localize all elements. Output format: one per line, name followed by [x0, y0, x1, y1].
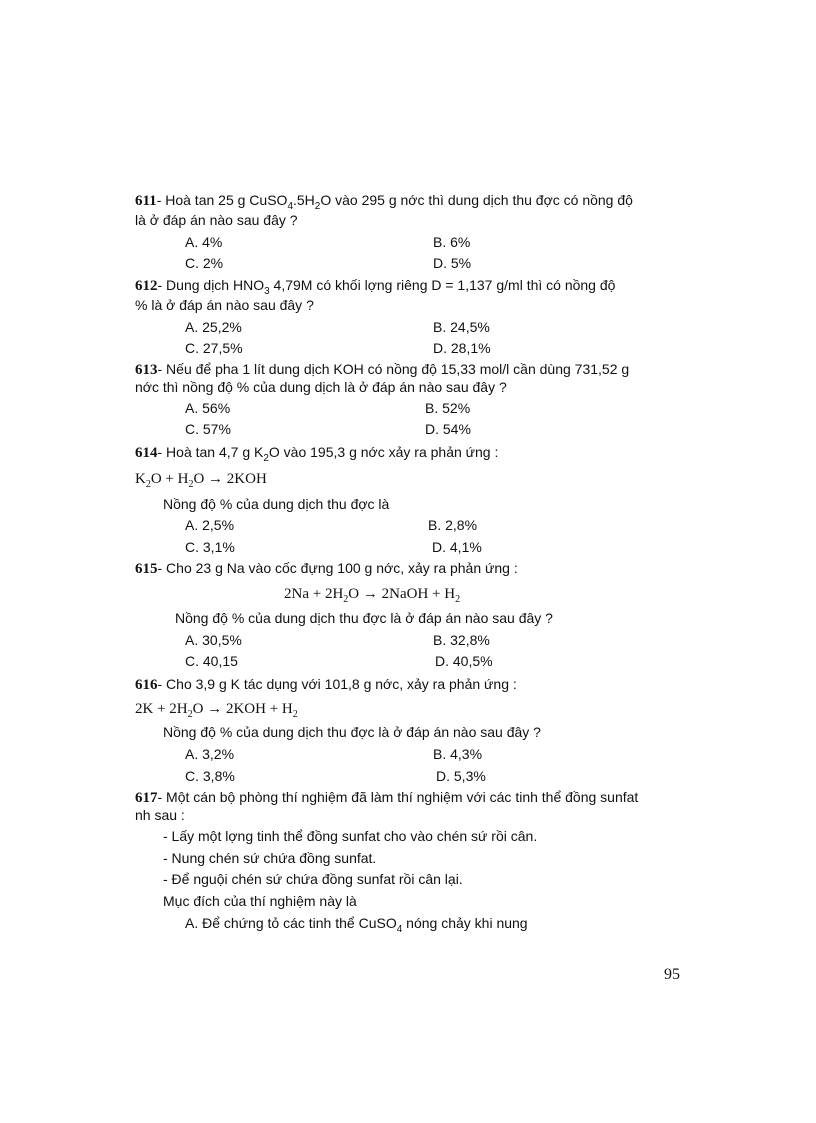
- option-d: D. 40,5%: [435, 653, 493, 669]
- option-b: B. 32,8%: [433, 632, 490, 648]
- option-a: A. 56%: [185, 400, 231, 416]
- reaction-equation: $K_2O + H_2O \to 2KOH$: [135, 471, 267, 490]
- question-prompt: Nồng độ % của dung dịch thu đợc là ở đáp án nào sau đây ?: [175, 610, 553, 626]
- option-c: C. 3,8%: [185, 768, 235, 784]
- option-a: A. 25,2%: [185, 319, 242, 335]
- question-615-line-1: [135, 559, 518, 578]
- option-d: D. 5,3%: [436, 768, 486, 784]
- option-d: D. 54%: [425, 421, 471, 437]
- reaction-equation: $2K + 2H_2O \to 2KOH + H_2$: [135, 701, 298, 720]
- question-612-line-1: [135, 276, 615, 297]
- question-stem: - Cho 23 g Na vào cốc đựng 100 g nớc, xảy ra phản ứng :: [157, 560, 518, 576]
- option-c: C. 3,1%: [185, 539, 235, 555]
- question-stem: - Nếu để pha 1 lít dung dịch KOH có nồng độ 15,33 mol/l cần dùng 731,52 g: [157, 361, 630, 377]
- question-617-line-2: nh sau :: [135, 807, 185, 823]
- question-number: 612: [135, 278, 158, 294]
- question-stem: - Cho 3,9 g K tác dụng với 101,8 g nớc, xảy ra phản ứng :: [157, 676, 517, 692]
- question-number: 611: [135, 193, 157, 209]
- option-c: C. 2%: [185, 255, 224, 271]
- question-stem: - Hoà tan 25 g $CuSO_4.5H_2O$ vào 295 g nớc thì dung dịch thu đợc có nồng độ: [156, 192, 633, 212]
- option-b: B. 4,3%: [433, 746, 483, 762]
- procedure-step: - Lấy một lợng tinh thể đồng sunfat cho vào chén sứ rồi cân.: [163, 828, 538, 844]
- question-612-line-2: % là ở đáp án nào sau đây ?: [135, 297, 314, 313]
- question-number: 617: [135, 790, 158, 806]
- option-c: C. 40,15: [185, 653, 238, 669]
- question-611-line-2: là ở đáp án nào sau đây ?: [135, 212, 298, 228]
- option-b: B. 24,5%: [433, 319, 490, 335]
- option-d: D. 28,1%: [433, 340, 491, 356]
- question-611-line-1: [135, 191, 633, 212]
- question-617-line-1: [135, 788, 638, 807]
- question-stem: - Hoà tan 4,7 g $K_2O$ vào 195,3 g nớc xảy ra phản ứng :: [157, 444, 499, 464]
- question-stem: - Dung dịch $HNO_3$ 4,79M có khối lợng riêng D = 1,137 g/ml thì có nồng độ: [157, 277, 616, 297]
- question-613-line-1: [135, 360, 629, 379]
- option-d: D. 4,1%: [432, 539, 482, 555]
- question-prompt: Nồng độ % của dung dịch thu đợc là ở đáp án nào sau đây ?: [163, 724, 541, 740]
- question-616-line-1: [135, 675, 517, 694]
- option-a: A. Để chứng tỏ các tinh thể CuSO$_4$ nóng chảy khi nung: [185, 915, 528, 935]
- question-number: 615: [135, 561, 158, 577]
- question-614-line-1: [135, 443, 498, 464]
- option-b: B. 6%: [433, 234, 471, 250]
- option-a: A. 3,2%: [185, 746, 235, 762]
- option-a: A. 2,5%: [185, 517, 235, 533]
- option-c: C. 27,5%: [185, 340, 243, 356]
- option-b: B. 2,8%: [428, 517, 478, 533]
- option-d: D. 5%: [433, 255, 472, 271]
- option-b: B. 52%: [425, 400, 471, 416]
- question-prompt: Nồng độ % của dung dịch thu đợc là: [163, 496, 390, 512]
- option-c: C. 57%: [185, 421, 231, 437]
- option-a: A. 4%: [185, 234, 223, 250]
- option-a: A. 30,5%: [185, 632, 242, 648]
- question-prompt: Mục đích của thí nghiệm này là: [163, 893, 357, 909]
- question-613-line-2: nớc thì nồng độ % của dung dịch là ở đáp án nào sau đây ?: [135, 379, 507, 395]
- page-number: 95: [664, 966, 680, 983]
- question-number: 616: [135, 677, 158, 693]
- procedure-step: - Để nguội chén sứ chứa đồng sunfat rồi cân lại.: [163, 871, 463, 887]
- procedure-step: - Nung chén sứ chứa đồng sunfat.: [163, 850, 377, 866]
- reaction-equation: $2Na + 2H_2O$ → 2NaOH + $H_2$: [284, 586, 461, 605]
- question-number: 613: [135, 362, 158, 378]
- question-number: 614: [135, 445, 158, 461]
- question-stem: - Một cán bộ phòng thí nghiệm đã làm thí nghiệm với các tinh thể đồng sunfat: [157, 789, 639, 805]
